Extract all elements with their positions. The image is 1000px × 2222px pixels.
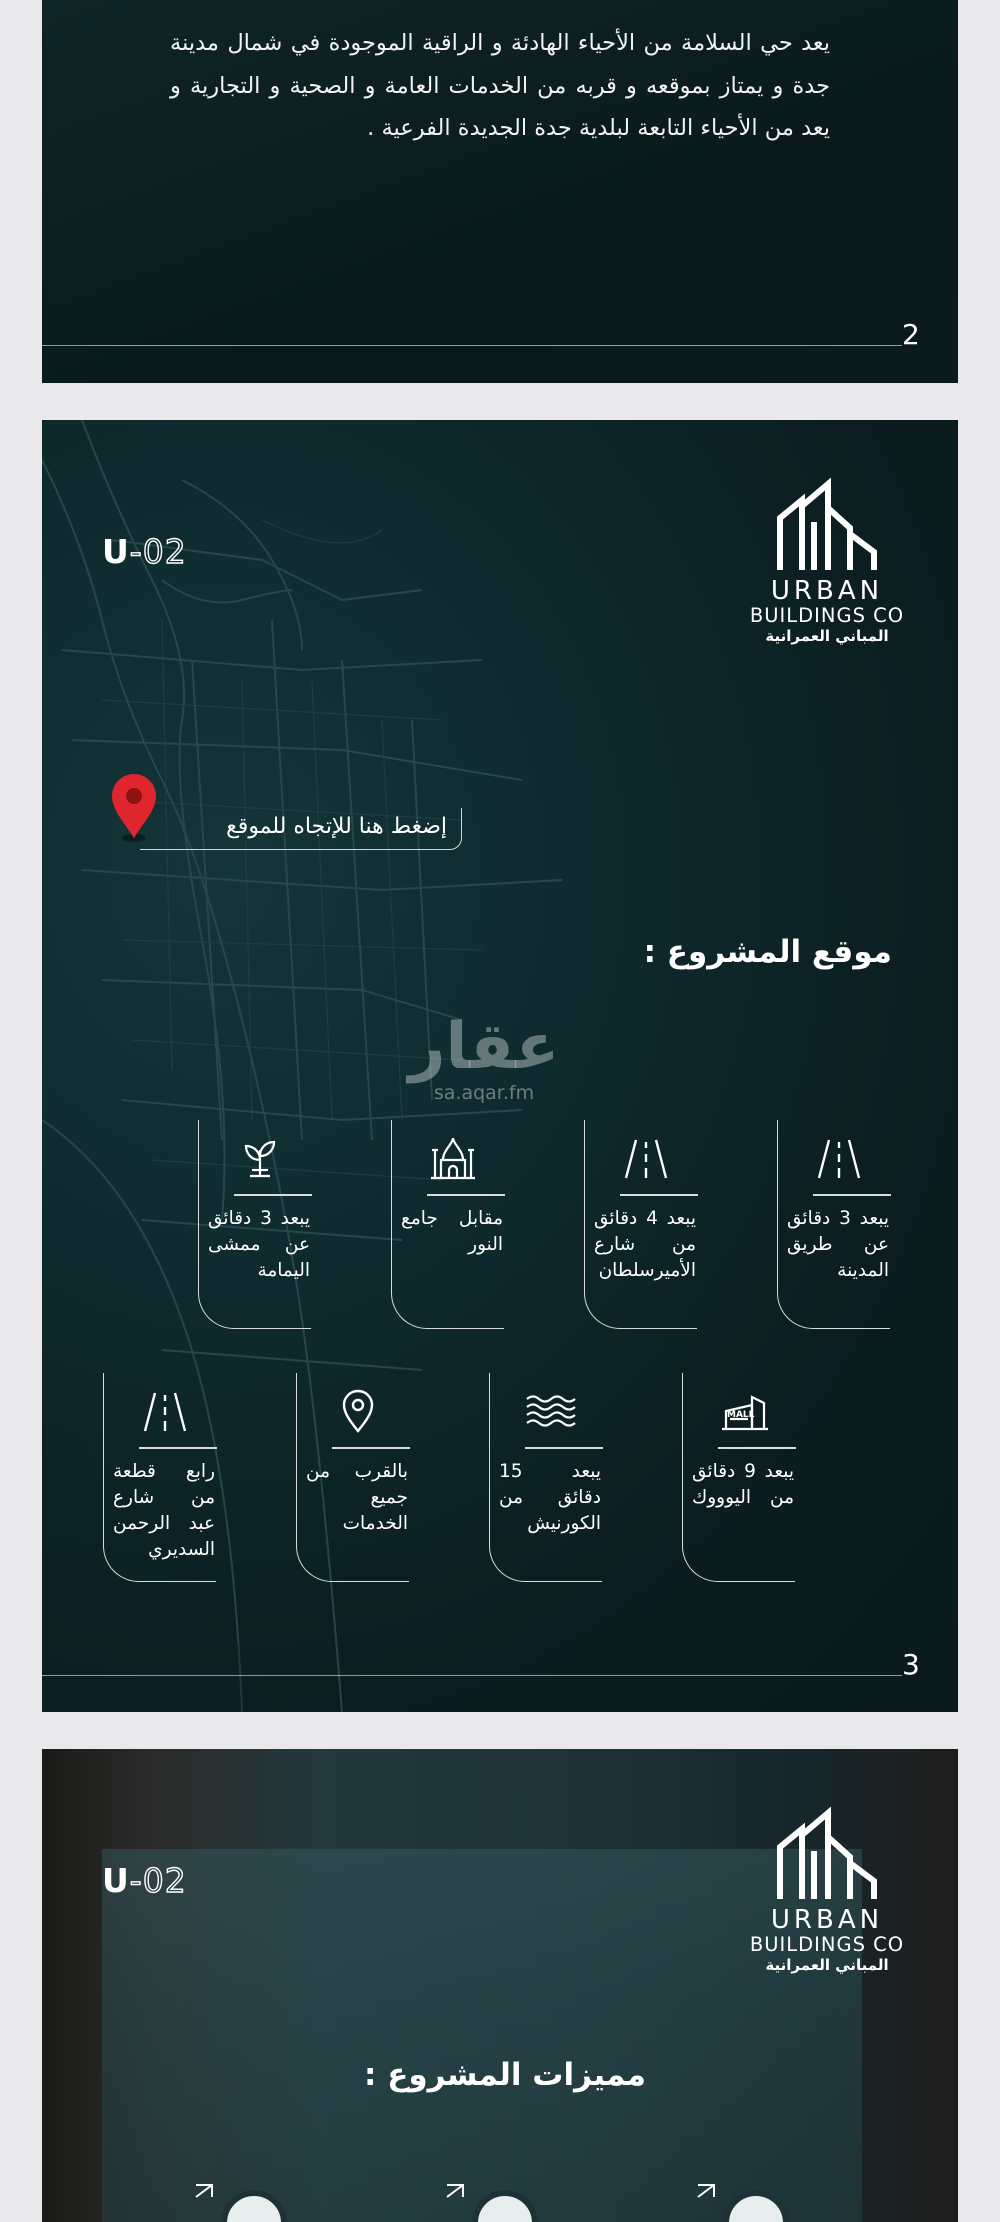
feature-text: يبعد 3 دقائق عن ممشى اليمامة	[208, 1208, 310, 1281]
waves-icon	[523, 1383, 579, 1439]
feature-icon-badge	[194, 2183, 304, 2222]
mall-icon	[716, 1383, 772, 1439]
slide-3	[42, 420, 958, 1712]
slide-divider	[42, 345, 902, 346]
slide-2	[42, 0, 958, 383]
feature-icon-badge	[696, 2183, 806, 2222]
logo-line-urban: URBAN	[770, 576, 884, 606]
feature-text: يبعد 9 دقائق من اليوووك	[692, 1461, 794, 1508]
logo-line-buildings: BUILDINGS CO	[749, 604, 905, 627]
plant-icon	[232, 1130, 288, 1186]
logo-line-arabic: المباني العمرانية	[765, 627, 889, 645]
project-code-number: -02	[129, 1861, 187, 1900]
page-number: 2	[902, 318, 920, 351]
feature-text: مقابل جامع النور	[401, 1208, 503, 1255]
location-pin-icon	[330, 1383, 386, 1439]
svg-text:MALL: MALL	[727, 1410, 755, 1420]
feature-card	[391, 1120, 505, 1330]
watermark-url: sa.aqar.fm	[433, 1082, 535, 1104]
feature-card	[198, 1120, 312, 1330]
project-location-title: موقع المشروع :	[643, 934, 892, 970]
feature-card	[777, 1120, 891, 1330]
road-icon	[618, 1130, 674, 1186]
intro-paragraph: يعد حي السلامة من الأحياء الهادئة و الراقية الموجودة في شمال مدينة جدة و يمتاز بموقعه و قربه من الخدمات العامة و الصحية و التجارية و يعد من الأحياء التابعة لبلدية جدة الجديدة الفرعية .	[170, 30, 830, 141]
company-logo	[742, 1807, 912, 1974]
project-code-number: -02	[129, 532, 187, 571]
feature-icon-badge	[445, 2183, 555, 2222]
feature-text: رابع قطعة من شارع عبد الرحمن السديري	[113, 1461, 215, 1560]
road-icon	[811, 1130, 867, 1186]
feature-card	[682, 1373, 796, 1583]
mosque-icon	[425, 1130, 481, 1186]
feature-card	[584, 1120, 698, 1330]
logo-line-arabic: المباني العمرانية	[765, 1956, 889, 1974]
feature-card	[489, 1373, 603, 1583]
aqar-watermark	[404, 1012, 564, 1104]
feature-card	[103, 1373, 217, 1583]
slide-4	[42, 1749, 958, 2222]
project-features-title: مميزات المشروع :	[364, 2057, 646, 2093]
project-code	[102, 1861, 187, 1900]
feature-text: بالقرب من جميع الخدمات	[306, 1461, 408, 1534]
logo-line-buildings: BUILDINGS CO	[749, 1933, 905, 1956]
slide-divider	[42, 1675, 902, 1676]
project-code	[102, 532, 187, 571]
logo-line-urban: URBAN	[770, 1905, 884, 1935]
feature-text: يبعد 15 دقائق من الكورنيش	[499, 1461, 601, 1534]
buildings-logo-icon	[772, 478, 882, 574]
page-number: 3	[902, 1648, 920, 1681]
feature-text: يبعد 3 دقائق عن طريق المدينة	[787, 1208, 889, 1281]
buildings-logo-icon	[772, 1807, 882, 1903]
road-icon	[137, 1383, 193, 1439]
location-directions-link[interactable]: إضغط هنا للإتجاه للموقع	[140, 808, 462, 850]
project-code-letter: U	[102, 532, 130, 571]
watermark-text: عقار	[408, 1010, 560, 1084]
company-logo	[742, 478, 912, 645]
feature-card	[296, 1373, 410, 1583]
feature-text: يبعد 4 دقائق من شارع الأميرسلطان	[594, 1208, 696, 1281]
project-code-letter: U	[102, 1861, 130, 1900]
